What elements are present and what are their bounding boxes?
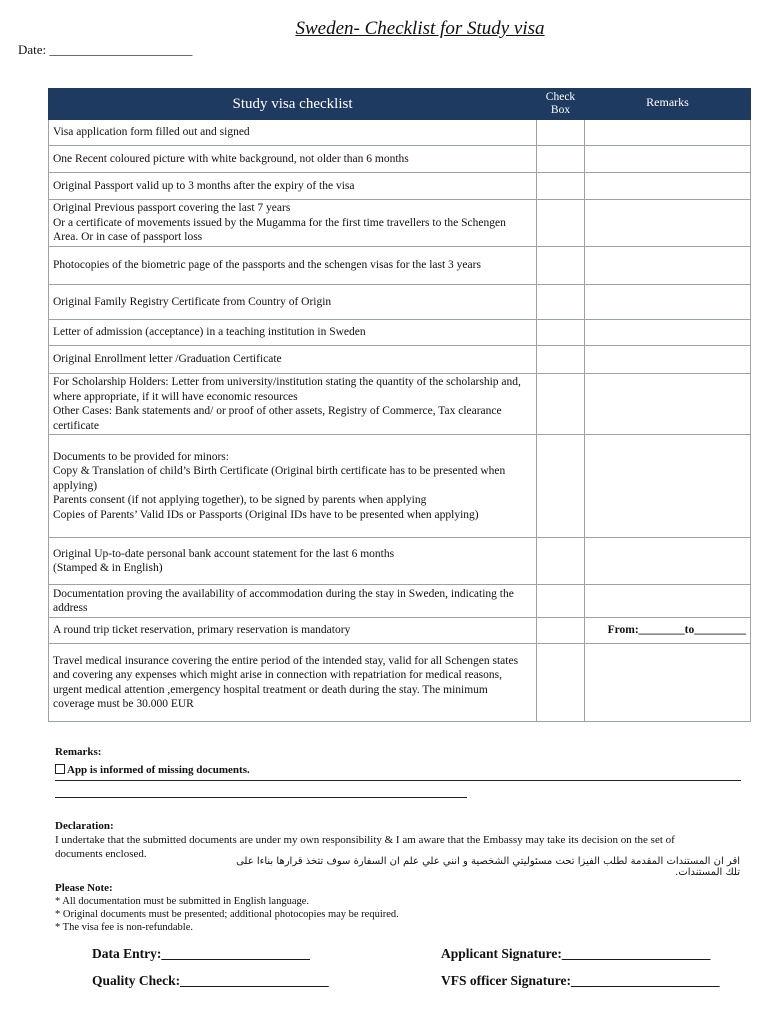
checklist-row bbox=[49, 435, 751, 538]
header-check-line1: Check bbox=[545, 91, 576, 103]
check-box-cell[interactable] bbox=[537, 585, 585, 618]
note-list bbox=[55, 895, 399, 934]
check-box-cell[interactable] bbox=[537, 538, 585, 585]
checklist-row bbox=[49, 200, 751, 247]
checklist-item-text: Original Previous passport covering the last 7 years Or a certificate of movements issued by the Mugamma for the first time travellers to the Schengen Area. Or in case of passport loss bbox=[49, 200, 537, 247]
checklist-item-text: A round trip ticket reservation, primary reservation is mandatory bbox=[49, 618, 537, 644]
checklist-item-text: Travel medical insurance covering the entire period of the intended stay, valid for all Schengen states and covering any expenses which might arise in connection with repatriation for medical reasons, urgent medical attention ,emergency hospital treatment or death during the stay. The minimum coverage must be 30.000 EUR bbox=[49, 644, 537, 722]
remarks-cell[interactable] bbox=[585, 320, 751, 346]
checklist-item-text: Documentation proving the availability of accommodation during the stay in Sweden, indicating the address bbox=[49, 585, 537, 618]
check-box-cell[interactable] bbox=[537, 374, 585, 435]
check-box-cell[interactable] bbox=[537, 247, 585, 285]
checklist-item-text: For Scholarship Holders: Letter from university/institution stating the quantity of the scholarship and, where appropriate, if it will have economic resources Other Cases: Bank statements and/ or proof of other assets, Registry of Commerce, Tax clearance certificate bbox=[49, 374, 537, 435]
checklist-body bbox=[49, 120, 751, 722]
remarks-cell[interactable] bbox=[585, 346, 751, 374]
remarks-cell[interactable] bbox=[585, 374, 751, 435]
remarks-item bbox=[55, 764, 250, 776]
checklist-item-text: Original Up-to-date personal bank account statement for the last 6 months (Stamped & in English) bbox=[49, 538, 537, 585]
checklist-item-text: Original Enrollment letter /Graduation Certificate bbox=[49, 346, 537, 374]
checklist-row bbox=[49, 644, 751, 722]
remarks-cell[interactable] bbox=[585, 285, 751, 320]
checklist-item-text: One Recent coloured picture with white background, not older than 6 months bbox=[49, 146, 537, 173]
check-box-cell[interactable] bbox=[537, 285, 585, 320]
checklist-item-text: Letter of admission (acceptance) in a teaching institution in Sweden bbox=[49, 320, 537, 346]
checklist-item-text: Original Family Registry Certificate from Country of Origin bbox=[49, 285, 537, 320]
check-box-cell[interactable] bbox=[537, 200, 585, 247]
checklist-row bbox=[49, 146, 751, 173]
note-item: * Original documents must be presented; additional photocopies may be required. bbox=[55, 909, 399, 920]
note-item: * The visa fee is non-refundable. bbox=[55, 922, 194, 933]
check-box-cell[interactable] bbox=[537, 173, 585, 200]
header-check-line2: Box bbox=[550, 104, 571, 116]
checklist-row bbox=[49, 247, 751, 285]
header-remarks: Remarks bbox=[585, 89, 751, 120]
declaration-arabic: اقر ان المستندات المقدمة لطلب الفيزا تحت مسئوليتي الشخصية و انني علي علم ان السفارة سوف تتخذ قرارها بناءا على تلك المستندات. bbox=[236, 856, 740, 878]
checkbox-icon[interactable] bbox=[55, 764, 65, 774]
quality-check-signature[interactable]: Quality Check:______________________ bbox=[92, 973, 329, 988]
checklist-row bbox=[49, 346, 751, 374]
checklist-item-text: Original Passport valid up to 3 months after the expiry of the visa bbox=[49, 173, 537, 200]
checklist-item-text: Documents to be provided for minors: Copy & Translation of child’s Birth Certificate (Original birth certificate has to be presented when applying) Parents consent (if not applying together), to be signed by parents when applying Copies of Parents’ Valid IDs or Passports (Original IDs have to be presented when applying) bbox=[49, 435, 537, 538]
check-box-cell[interactable] bbox=[537, 644, 585, 722]
checklist-row bbox=[49, 120, 751, 146]
check-box-cell[interactable] bbox=[537, 346, 585, 374]
check-box-cell[interactable] bbox=[537, 120, 585, 146]
remarks-cell[interactable] bbox=[585, 538, 751, 585]
checklist-row bbox=[49, 285, 751, 320]
header-check-box bbox=[537, 89, 585, 120]
remarks-cell[interactable] bbox=[585, 146, 751, 173]
checklist-row bbox=[49, 538, 751, 585]
remarks-cell[interactable] bbox=[585, 120, 751, 146]
check-box-cell[interactable] bbox=[537, 320, 585, 346]
remarks-cell[interactable] bbox=[585, 173, 751, 200]
header-checklist-title: Study visa checklist bbox=[49, 89, 537, 120]
remarks-cell[interactable] bbox=[585, 585, 751, 618]
check-box-cell[interactable] bbox=[537, 618, 585, 644]
declaration-text: I undertake that the submitted documents are under my own responsibility & I am aware that the Embassy may take its decision on the set of documents enclosed. bbox=[55, 834, 675, 860]
checklist-table bbox=[48, 88, 751, 722]
remarks-item-text: App is informed of missing documents. bbox=[67, 764, 250, 776]
checklist-row bbox=[49, 320, 751, 346]
remarks-line-1[interactable] bbox=[55, 780, 741, 781]
check-box-cell[interactable] bbox=[537, 435, 585, 538]
vfs-officer-signature[interactable]: VFS officer Signature:______________________ bbox=[441, 973, 720, 988]
declaration-heading: Declaration: bbox=[55, 820, 114, 832]
remarks-cell[interactable]: From:________to_________ bbox=[585, 618, 751, 644]
remarks-cell[interactable] bbox=[585, 247, 751, 285]
note-heading: Please Note: bbox=[55, 882, 113, 894]
checklist-row bbox=[49, 374, 751, 435]
data-entry-signature[interactable]: Data Entry:______________________ bbox=[92, 946, 310, 961]
checklist-item-text: Visa application form filled out and signed bbox=[49, 120, 537, 146]
checklist-row bbox=[49, 585, 751, 618]
checklist-row bbox=[49, 173, 751, 200]
check-box-cell[interactable] bbox=[537, 146, 585, 173]
remarks-cell[interactable] bbox=[585, 435, 751, 538]
remarks-cell[interactable] bbox=[585, 644, 751, 722]
remarks-label: Remarks: bbox=[55, 746, 102, 758]
document-title: Sweden- Checklist for Study visa bbox=[295, 18, 545, 39]
remarks-line-2[interactable] bbox=[55, 797, 467, 798]
checklist-header-row bbox=[49, 89, 751, 120]
checklist-row bbox=[49, 618, 751, 644]
remarks-cell[interactable] bbox=[585, 200, 751, 247]
applicant-signature[interactable]: Applicant Signature:______________________ bbox=[441, 946, 711, 961]
date-field[interactable]: Date: ______________________ bbox=[18, 42, 193, 57]
checklist-item-text: Photocopies of the biometric page of the passports and the schengen visas for the last 3 years bbox=[49, 247, 537, 285]
note-item: * All documentation must be submitted in English language. bbox=[55, 896, 310, 907]
